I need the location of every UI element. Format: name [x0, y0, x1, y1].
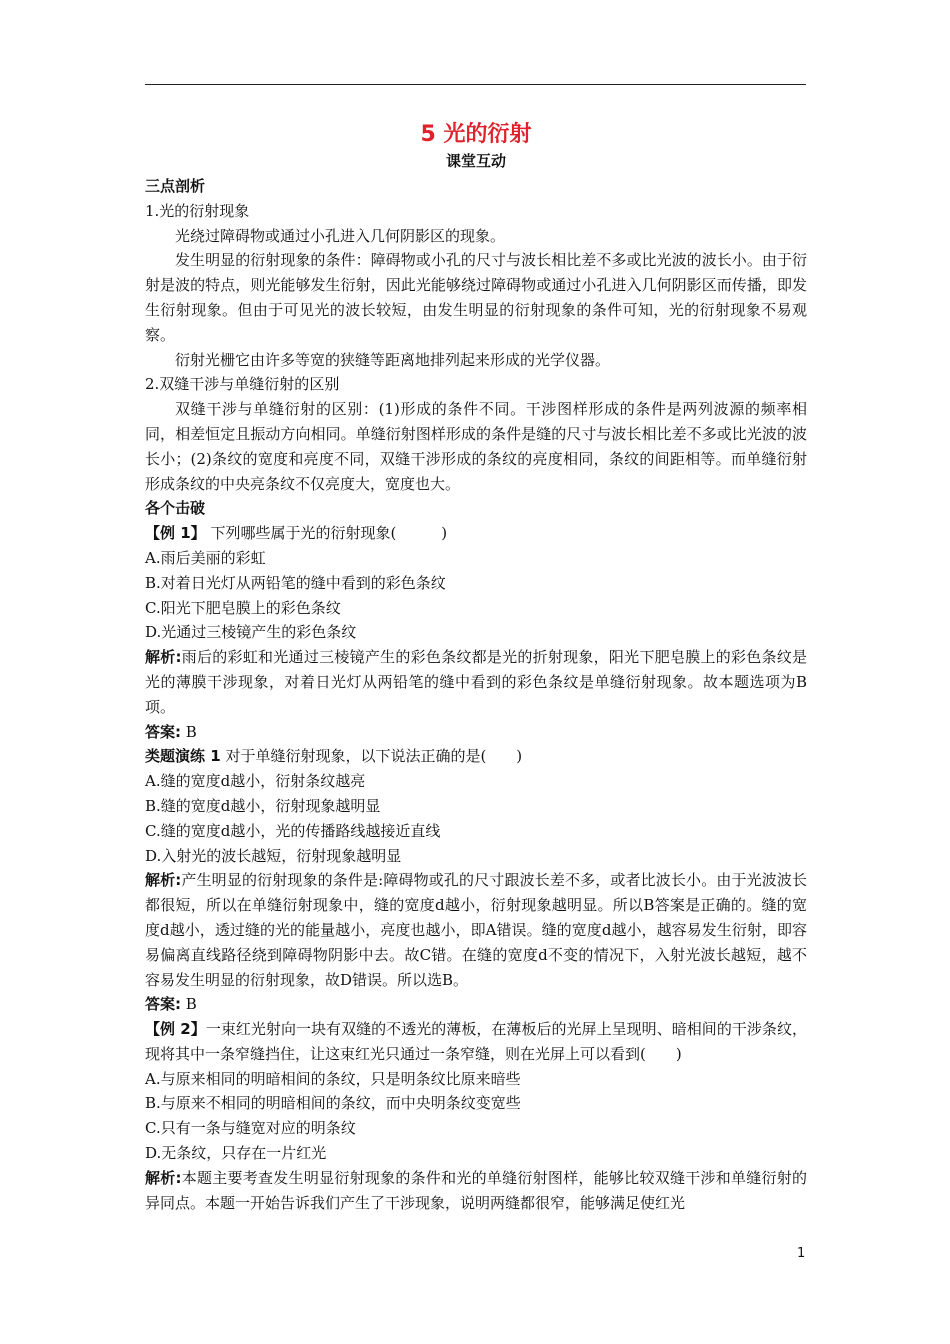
example-1-option-a: A.雨后美丽的彩虹 [145, 548, 266, 567]
example-2-question: 一束红光射向一块有双缝的不透光的薄板，在薄板后的光屏上呈现明、暗相间的干涉条纹，现将其中一条窄缝挡住，让这束红光只通过一条窄缝，则在光屏上可以看到( ) [145, 1020, 807, 1063]
point-1-para-a: 光绕过障碍物或通过小孔进入几何阴影区的现象。 [175, 226, 506, 245]
drill-1-option-d: D.入射光的波长越短，衍射现象越明显 [145, 846, 402, 865]
example-2-option-b: B.与原来不相同的明暗相间的条纹，而中央明条纹变宽些 [145, 1094, 521, 1113]
answer-text: B [181, 995, 197, 1014]
example-1-option-d: D.光通过三棱镜产生的彩色条纹 [145, 623, 357, 642]
example-1-label: 【例 1】 [145, 524, 206, 543]
example-2-option-a: A.与原来相同的明暗相间的条纹，只是明条纹比原来暗些 [145, 1069, 521, 1088]
drill-1-option-b: B.缝的宽度d越小，衍射现象越明显 [145, 796, 381, 815]
drill-1-option-a: A.缝的宽度d越小，衍射条纹越亮 [145, 772, 366, 791]
page-subtitle: 课堂互动 [445, 152, 506, 170]
answer-label: 答案: [145, 722, 181, 741]
example-1-question: 下列哪些属于光的衍射现象( ) [205, 524, 448, 543]
drill-1-label: 类题演练 1 [145, 747, 221, 766]
point-1-heading: 1.光的衍射现象 [145, 201, 250, 220]
example-1-answer [145, 720, 807, 745]
example-2-analysis [145, 1166, 807, 1216]
example-2-stem [145, 1017, 807, 1067]
section-heading-examples: 各个击破 [145, 499, 206, 518]
example-2-option-c: C.只有一条与缝宽对应的明条纹 [145, 1119, 356, 1138]
drill-1-answer [145, 992, 807, 1017]
drill-1-stem [145, 744, 807, 769]
analysis-label: 解析: [145, 871, 182, 890]
point-2-para-a: 双缝干涉与单缝衍射的区别：(1)形成的条件不同。干涉图样形成的条件是两列波源的频率相同，相差恒定且振动方向相同。单缝衍射图样形成的条件是缝的尺寸与波长相比差不多或比光波的波长小；(2)条纹的宽度和亮度不同，双缝干涉形成的条纹的亮度相同，条纹的间距相等。而单缝衍射形成条纹的中央亮条纹不仅亮度大，宽度也大。 [145, 400, 807, 493]
page-title: 5 光的衍射 [420, 122, 532, 147]
document-page [145, 120, 807, 1215]
example-1-option-b: B.对着日光灯从两铅笔的缝中看到的彩色条纹 [145, 573, 446, 592]
example-1-stem [145, 521, 807, 546]
drill-1-option-c: C.缝的宽度d越小，光的传播路线越接近直线 [145, 821, 441, 840]
analysis-label: 解析: [145, 1168, 182, 1187]
analysis-text: 雨后的彩虹和光通过三棱镜产生的彩色条纹都是光的折射现象，阳光下肥皂膜上的彩色条纹是光的薄膜干涉现象，对着日光灯从两铅笔的缝中看到的彩色条纹是单缝衍射现象。故本题选项为B项。 [145, 648, 807, 716]
header-rule [145, 84, 806, 85]
example-1-option-c: C.阳光下肥皂膜上的彩色条纹 [145, 598, 341, 617]
answer-label: 答案: [145, 995, 181, 1014]
point-1-para-b: 发生明显的衍射现象的条件：障碍物或小孔的尺寸与波长相比差不多或比光波的波长小。由于衍射是波的特点，则光能够发生衍射，因此光能够绕过障碍物或通过小孔进入几何阴影区而传播，即发生衍射现象。但由于可见光的波长较短，由发生明显的衍射现象的条件可知，光的衍射现象不易观察。 [145, 251, 807, 344]
drill-1-analysis [145, 868, 807, 992]
example-1-analysis [145, 645, 807, 719]
analysis-text: 本题主要考查发生明显衍射现象的条件和光的单缝衍射图样，能够比较双缝干涉和单缝衍射的异同点。本题一开始告诉我们产生了干涉现象，说明两缝都很窄，能够满足使红光 [145, 1168, 807, 1212]
analysis-label: 解析: [145, 648, 182, 667]
analysis-text: 产生明显的衍射现象的条件是:障碍物或孔的尺寸跟波长差不多，或者比波长小。由于光波波长都很短，所以在单缝衍射现象中，缝的宽度d越小，衍射现象越明显。所以B答案是正确的。缝的宽度d越小，透过缝的光的能量越小，亮度也越小，即A错误。缝的宽度d越小，越容易发生衍射，即容易偏离直线路径绕到障碍物阴影中去。故C错。在缝的宽度d不变的情况下，入射光波长越短，越不容易发生明显的衍射现象，故D错误。所以选B。 [145, 871, 808, 989]
point-1-para-c: 衍射光栅它由许多等宽的狭缝等距离地排列起来形成的光学仪器。 [175, 350, 611, 369]
section-heading-analysis: 三点剖析 [145, 177, 206, 195]
example-2-option-d: D.无条纹，只存在一片红光 [145, 1144, 327, 1163]
example-2-label: 【例 2】 [145, 1020, 206, 1039]
answer-text: B [181, 722, 197, 741]
drill-1-question: 对于单缝衍射现象，以下说法正确的是( ) [220, 747, 523, 766]
page-number: 1 [797, 1246, 806, 1261]
point-2-heading: 2.双缝干涉与单缝衍射的区别 [145, 375, 340, 394]
